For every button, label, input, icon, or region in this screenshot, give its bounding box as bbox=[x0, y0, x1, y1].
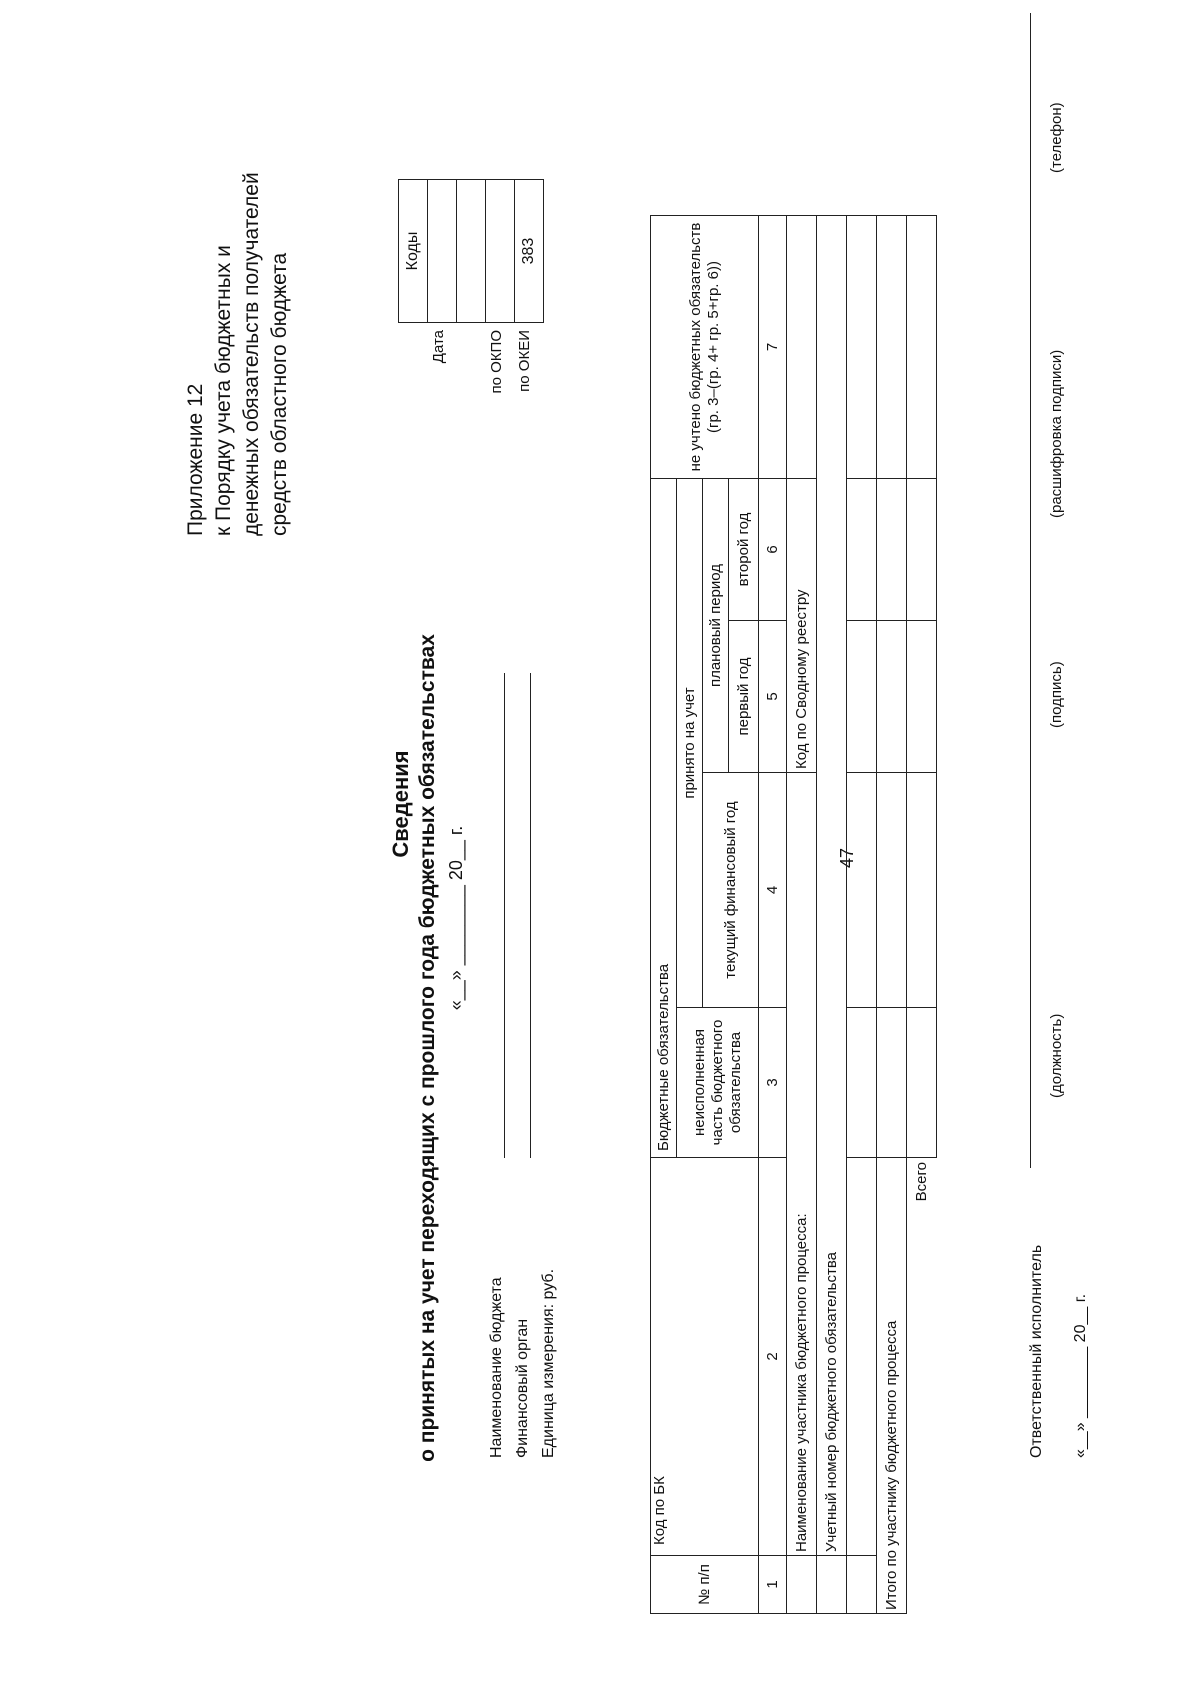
empty-code-cell[interactable] bbox=[457, 180, 486, 323]
codes-header: Коды bbox=[399, 180, 428, 323]
unit-label: Единица измерения: руб. bbox=[540, 1268, 557, 1458]
page-title: Сведения bbox=[388, 750, 413, 858]
table-cell[interactable] bbox=[877, 216, 907, 479]
column-number: 6 bbox=[759, 479, 787, 621]
col-bk-code-header: Код по БК bbox=[651, 1158, 759, 1556]
table-cell[interactable] bbox=[907, 773, 937, 1008]
table-cell bbox=[787, 216, 817, 479]
budget-obligations-header: Бюджетные обязательства bbox=[651, 479, 677, 1158]
not-accounted-header: не учтено бюджетных обязательств (гр. 3–(гр. 4+ гр. 5+гр. 6)) bbox=[651, 216, 759, 479]
appendix-line-2: к Порядку учета бюджетных и bbox=[212, 245, 235, 536]
unfulfilled-header: неисполненная часть бюджетного обязательства bbox=[677, 1008, 759, 1158]
page-subtitle: о принятых на учет переходящих с прошлого года бюджетных обязательствах bbox=[416, 634, 439, 1462]
signature-caption: (подпись) bbox=[1048, 661, 1065, 728]
column-number: 3 bbox=[759, 1008, 787, 1158]
signature-line bbox=[1030, 13, 1031, 1168]
current-year-header: текущий финансовый год bbox=[703, 773, 759, 1008]
table-cell[interactable] bbox=[877, 1008, 907, 1158]
budget-name-label: Наименование бюджета bbox=[488, 1277, 505, 1458]
table-cell[interactable] bbox=[847, 1008, 877, 1158]
appendix-line-1: Приложение 12 bbox=[184, 383, 207, 536]
subtotal-label: Итого по участнику бюджетного процесса bbox=[877, 1158, 907, 1614]
table-cell[interactable] bbox=[907, 621, 937, 773]
table-cell[interactable] bbox=[907, 216, 937, 479]
accepted-header: принято на учет bbox=[677, 479, 703, 1008]
table-cell[interactable] bbox=[847, 1158, 877, 1556]
phone-caption: (телефон) bbox=[1048, 102, 1065, 173]
table-cell[interactable] bbox=[907, 479, 937, 621]
appendix-block bbox=[182, 16, 294, 536]
column-number: 4 bbox=[759, 773, 787, 1008]
codes-table bbox=[398, 179, 544, 323]
obligations-table bbox=[650, 215, 937, 1614]
fin-organ-label: Финансовый орган bbox=[514, 1318, 531, 1458]
executor-label: Ответственный исполнитель bbox=[1028, 1244, 1045, 1458]
col-number-header: № п/п bbox=[651, 1556, 759, 1614]
position-caption: (должность) bbox=[1048, 1013, 1065, 1098]
date-label: Дата bbox=[430, 330, 447, 364]
page-number: 47 bbox=[837, 847, 857, 868]
planned-period-header: плановый период bbox=[703, 479, 729, 773]
column-number: 7 bbox=[759, 216, 787, 479]
okei-code-cell: 383 bbox=[515, 180, 544, 323]
first-year-header: первый год bbox=[729, 621, 759, 773]
total-label: Всего bbox=[907, 1158, 937, 1614]
table-cell[interactable] bbox=[877, 773, 907, 1008]
column-number: 2 bbox=[759, 1158, 787, 1556]
footer-date-line: «__» ________ 20__ г. bbox=[1072, 1293, 1089, 1458]
appendix-line-4: средств областного бюджета bbox=[268, 252, 291, 536]
registry-number-label: Учетный номер бюджетного обязательства bbox=[817, 216, 847, 1556]
table-cell bbox=[817, 1556, 847, 1614]
table-cell[interactable] bbox=[847, 621, 877, 773]
appendix-line-3: денежных обязательств получателей bbox=[240, 172, 263, 536]
column-number: 1 bbox=[759, 1556, 787, 1614]
decoding-caption: (расшифровка подписи) bbox=[1048, 349, 1065, 518]
fin-organ-line bbox=[530, 673, 531, 1158]
budget-name-line bbox=[504, 673, 505, 1158]
report-date-line: «__» ________ 20__ г. bbox=[446, 825, 466, 1011]
okei-label: по ОКЕИ bbox=[516, 330, 533, 392]
second-year-header: второй год bbox=[729, 479, 759, 621]
table-cell[interactable] bbox=[847, 216, 877, 479]
table-cell[interactable] bbox=[877, 621, 907, 773]
table-cell[interactable] bbox=[847, 479, 877, 621]
column-number: 5 bbox=[759, 621, 787, 773]
okpo-label: по ОКПО bbox=[488, 330, 505, 394]
participant-name-label: Наименование участника бюджетного процесса: bbox=[787, 773, 817, 1556]
registry-code-label: Код по Сводному реестру bbox=[787, 479, 817, 773]
okpo-code-cell[interactable] bbox=[486, 180, 515, 323]
table-cell[interactable] bbox=[847, 773, 877, 1008]
table-cell[interactable] bbox=[907, 1008, 937, 1158]
table-cell[interactable] bbox=[877, 479, 907, 621]
table-cell bbox=[787, 1556, 817, 1614]
date-code-cell[interactable] bbox=[428, 180, 457, 323]
table-cell[interactable] bbox=[847, 1556, 877, 1614]
table-row bbox=[847, 216, 877, 1614]
